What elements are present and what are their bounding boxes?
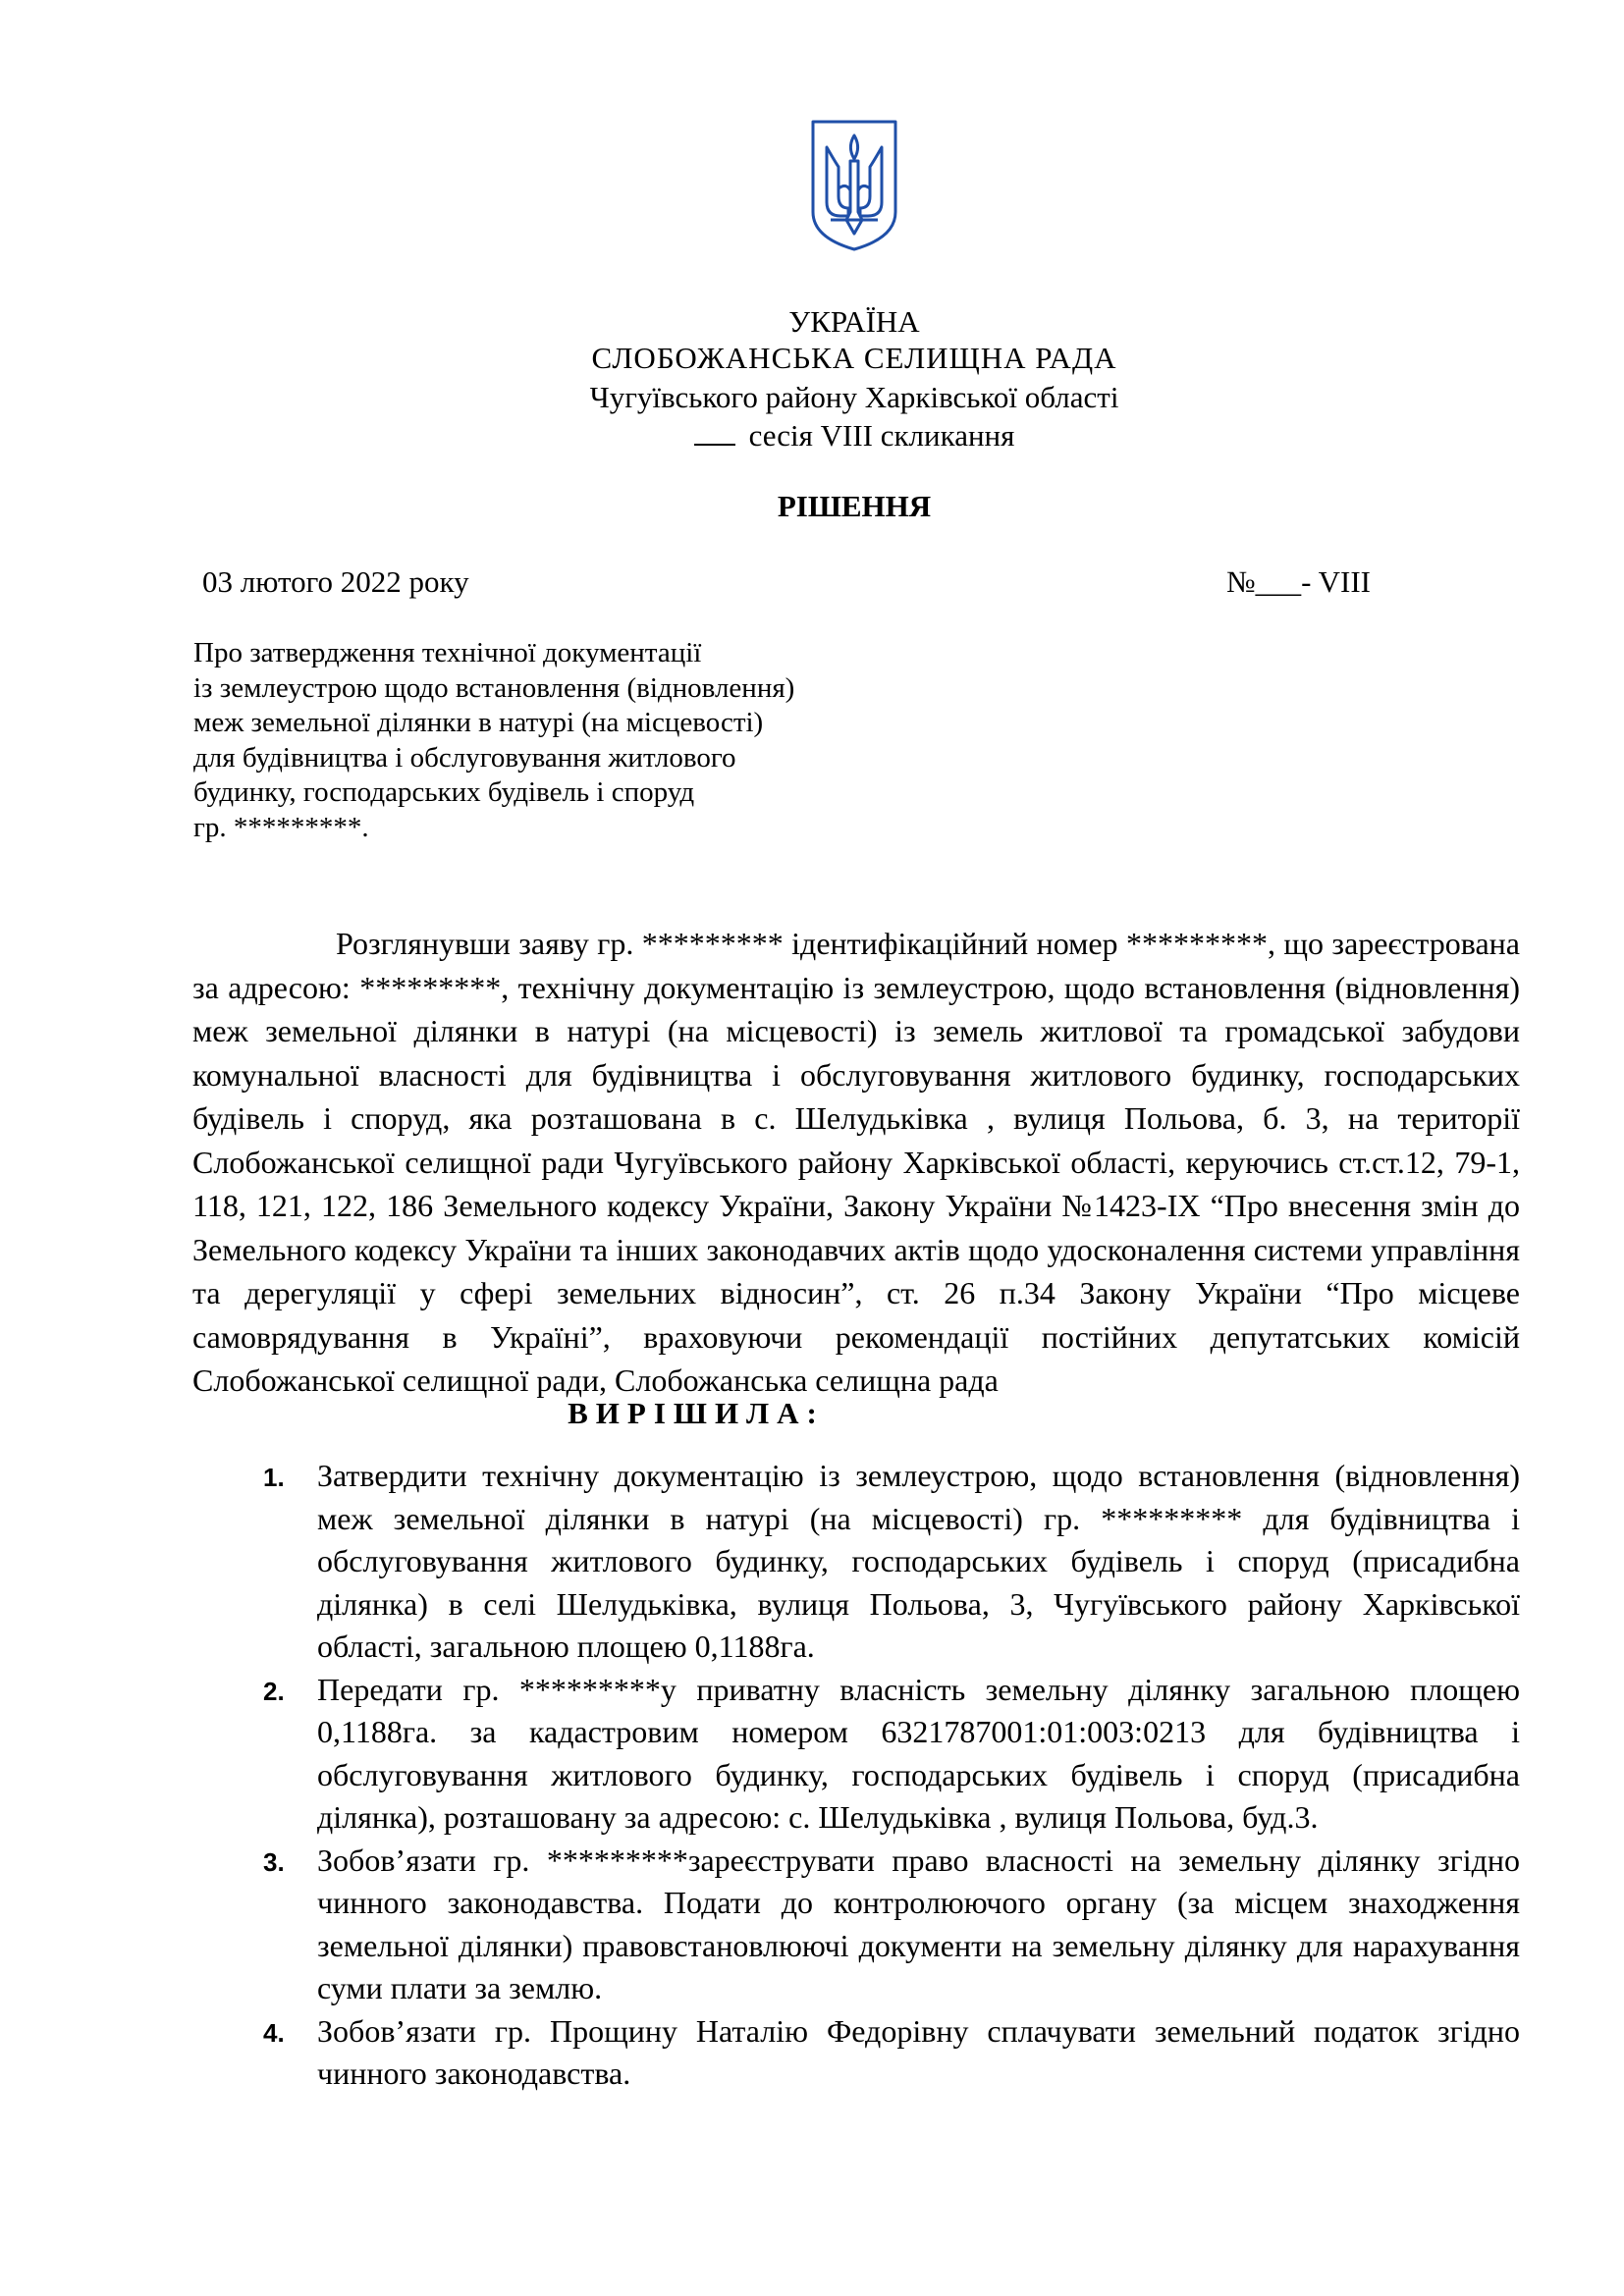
list-item	[263, 1455, 1520, 1669]
item-number: 2.	[263, 1676, 285, 1706]
decision-date: 03 лютого 2022 року	[202, 564, 469, 599]
decision-subject	[193, 636, 900, 845]
country-heading: УКРАЇНА	[788, 304, 920, 339]
decision-heading: ВИРІШИЛА:	[568, 1396, 825, 1430]
district-heading: Чугуївського району Харківської області	[589, 380, 1119, 414]
subject-line: гр. *********.	[193, 811, 369, 843]
list-item	[263, 1669, 1520, 1840]
council-heading: СЛОБОЖАНСЬКА СЕЛИЩНА РАДА	[591, 341, 1117, 375]
session-number-blank	[694, 418, 735, 446]
preamble-paragraph: Розглянувши заяву гр. ********* ідентифікаційний номер *********, що зареєстрована за адресою: *********, технічну документацію із землеустрою, щодо встановлення (відновлення) меж земельної ділянки в натурі (на місцевості) із земель житлової та громадської забудови комунальної власності для будівництва і обслуговування житлового будинку, господарських будівель і споруд, яка розташована в с. Шелудьківка , вулиця Польова, б. 3, на території Слобожанської селищної ради Чугуївського району Харківської області, керуючись ст.ст.12, 79-1, 118, 121, 122, 186 Земельного кодексу України, Закону України №1423-IX “Про внесення змін до Земельного кодексу України та інших законодавчих актів щодо удосконалення системи управління та дерегуляції у сфері земельних відносин”, ст. 26 п.34 Закону України “Про місцеве самоврядування в Україні”, враховуючи рекомендації постійних депутатських комісій Слобожанської селищної ради, Слобожанська селищна рада	[192, 926, 1520, 1398]
decision-number: №___- VIII	[1226, 564, 1371, 599]
subject-line: Про затвердження технічної документації	[193, 637, 702, 668]
coat-of-arms-icon	[809, 118, 899, 253]
decision-items-list	[263, 1455, 1520, 2096]
subject-line: для будівництва і обслуговування житлового	[193, 741, 736, 774]
item-text: Зобов’язати гр. Прощину Наталію Федорівну сплачувати земельний податок згідно чинного законодавства.	[317, 2012, 1520, 2091]
item-text: Зобов’язати гр. *********зареєструвати право власності на земельну ділянку згідно чинного законодавства. Подати до контролюючого органу (за місцем знаходження земельної ділянки) правовстановлюючі документи на земельну ділянку для нарахування суми плати за землю.	[317, 1842, 1520, 2005]
session-heading	[0, 416, 1624, 455]
session-text: сесія VIII скликання	[748, 418, 1015, 453]
subject-line: будинку, господарських будівель і споруд	[193, 776, 695, 808]
item-number: 4.	[263, 2017, 285, 2048]
document-title: РІШЕННЯ	[777, 489, 932, 523]
subject-line: меж земельної ділянки в натурі (на місцевості)	[193, 707, 764, 738]
item-number: 3.	[263, 1846, 285, 1877]
list-item	[263, 1840, 1520, 2010]
item-number: 1.	[263, 1463, 285, 1492]
subject-line: із землеустрою щодо встановлення (відновлення)	[193, 671, 795, 704]
list-item	[263, 2010, 1520, 2096]
item-text: Передати гр. *********у приватну власність земельну ділянку загальною площею 0,1188га. за кадастровим номером 6321787001:01:003:0213 для будівництва і обслуговування житлового будинку, господарських будівель і споруд (присадибна ділянка), розташовану за адресою: с. Шелудьківка , вулиця Польова, буд.3.	[317, 1671, 1520, 1835]
item-text: Затвердити технічну документацію із землеустрою, щодо встановлення (відновлення) меж земельної ділянки в натурі (на місцевості) гр. ********* для будівництва і обслуговування житлового будинку, господарських будівель і споруд (присадибна ділянка) в селі Шелудьківка, вулиця Польова, 3, Чугуївського району Харківської області, загальною площею 0,1188га.	[317, 1458, 1520, 1664]
